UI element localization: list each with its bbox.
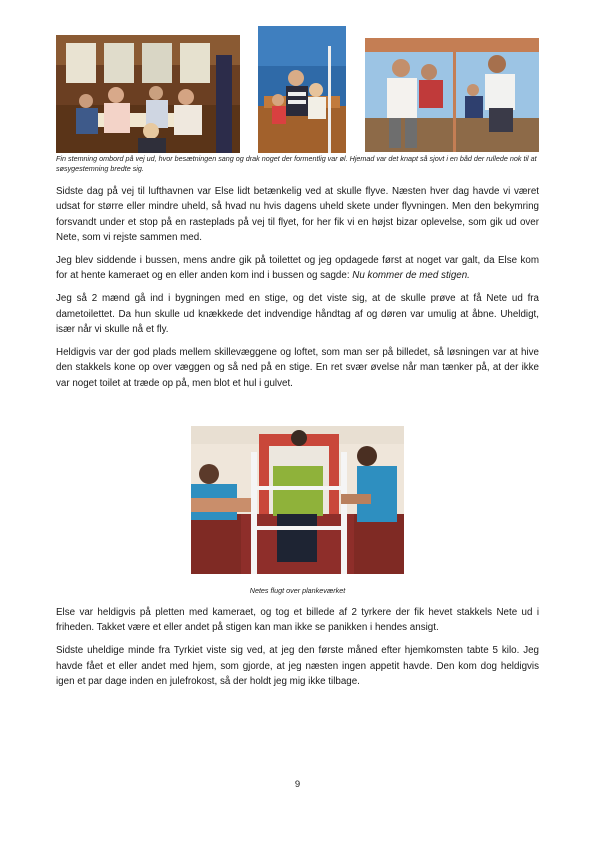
photo-caption-middle: Netes flugt over plankeværket — [249, 586, 346, 595]
page-number: 9 — [294, 779, 301, 790]
body-text-top — [56, 184, 539, 398]
body-text-bottom — [56, 605, 539, 697]
paragraph-2-text: Jeg blev siddende i bussen, mens andre gik på toilettet og jeg opdagede først at noget var galt, da Else kom for at hente kameraet og en eller anden kom ind i bussen og sagde: — [56, 255, 539, 282]
paragraph-6: Sidste uheldige minde fra Tyrkiet viste sig ved, at jeg den første måned efter hjemkomsten tabte 5 kilo. Jeg havde fået et eller andet med hjem, som gjorde, at jeg næsten ingen appetit havde. Den kom dog heldigvis igen et par dage inden en julefrokost, så der holdt jeg mig ikke tilbage. — [56, 645, 539, 688]
photo-kids-on-boat — [258, 26, 346, 153]
paragraph-4: Heldigvis var der god plads mellem skillevæggene og loftet, som man ser på billedet, så løsningen var at hive den stakkels kone op over væggen og så ned på en stige. En ret svær øvelse når man tænker på, at der ikke var noget toilet at træde op på, men blot et hul i gulvet. — [56, 346, 539, 389]
photo-boat-dining — [56, 35, 240, 153]
paragraph-3: Jeg så 2 mænd gå ind i bygningen med en stige, og det viste sig, at de skulle prøve at få Nete ud fra dametoilettet. Da hun skulle ud knækkede det indvendige håndtag af og døren var umulig at åbne. Uheldigt, især når vi skulle nå et fly. — [56, 293, 539, 336]
photo-rescue-ladder — [191, 426, 404, 574]
paragraph-1: Sidste dag på vej til lufthavnen var Else lidt betænkelig ved at skulle flyve. Næsten hver dag havde vi været udsat for større eller mindre uheld, så hvad nu hvis dagens uheld skete under flyvningen. Men den bekymring forsvandt under et stop på en rasteplads på vej til flyet, for her fik vi en højst bizar oplevelse, som gik ud over Nete, som vi rejste sammen med. — [56, 186, 539, 244]
photo-men-on-deck — [365, 38, 539, 152]
photo-caption-top: Fin stemning ombord på vej ud, hvor besætningen sang og drak noget der formentlig var øl. Hjemad var det knapt så sjovt i en båd der rullede nok til at søsygestemning bredte sig. — [56, 154, 537, 173]
paragraph-2 — [56, 253, 539, 284]
paragraph-2-quote: Nu kommer de med stigen. — [352, 270, 470, 282]
paragraph-5: Else var heldigvis på pletten med kameraet, og tog et billede af 2 tyrkere der fik hevet stakkels Nete ud i friheden. Takket være et eller andet på stigen kan man ikke se panikken i hendes ansigt. — [56, 607, 539, 634]
